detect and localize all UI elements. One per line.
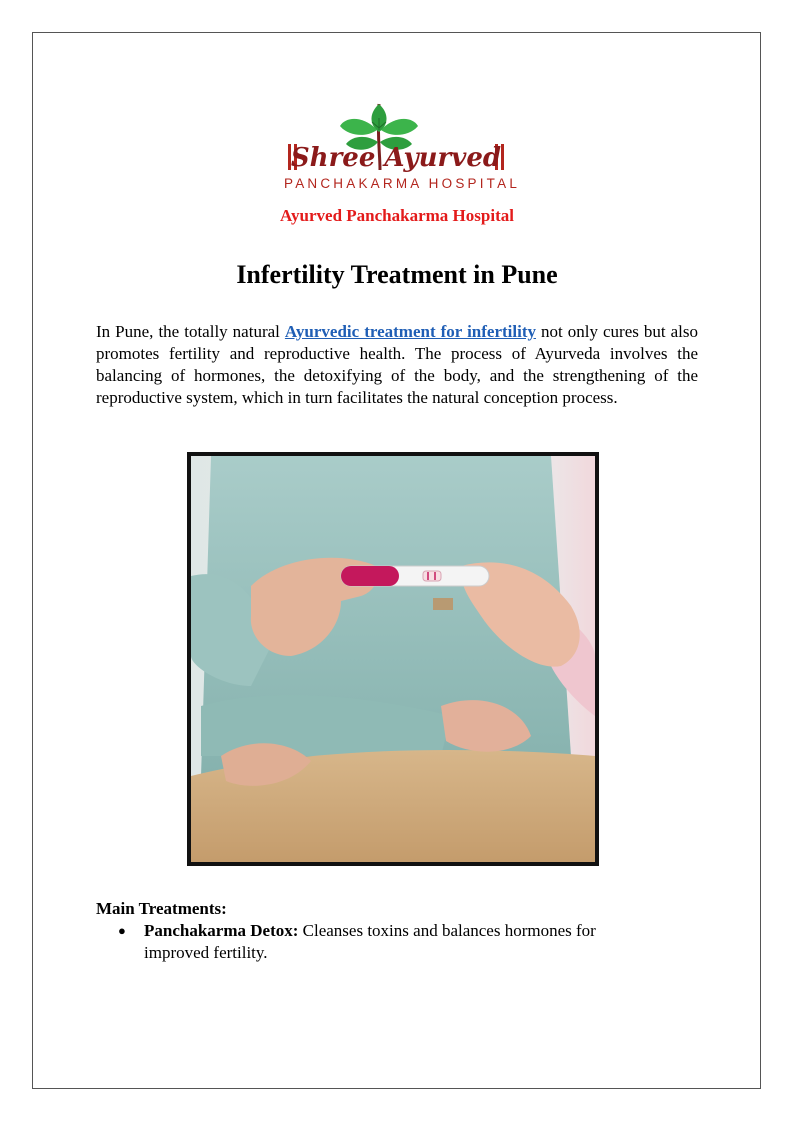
bullet-icon: ● xyxy=(118,923,126,938)
intro-text-start: In Pune, the totally natural xyxy=(96,322,285,341)
logo-graphic xyxy=(284,96,508,176)
pregnancy-test-photo xyxy=(187,452,599,866)
treatment-description: Cleanses toxins and balances hormones for improved fertility. xyxy=(144,921,596,962)
intro-text-end: not only cures but also promotes fertility and reproductive health. The process of Ayurveda involves the balancing of hormones, the detoxifying of the body, and the strengthening of the reproductive system, which in turn facilitates the natural conception process. xyxy=(96,322,698,407)
infertility-treatment-link[interactable]: Ayurvedic treatment for infertility xyxy=(284,322,536,341)
list-item xyxy=(96,920,656,964)
logo-subtitle: PANCHAKARMA HOSPITAL xyxy=(284,176,521,191)
treatment-list xyxy=(96,920,656,964)
hospital-logo xyxy=(284,96,521,196)
main-treatments-heading: Main Treatments: xyxy=(96,899,227,918)
logo-wordmark: Shree Ayurved xyxy=(290,143,502,173)
page-title: Infertility Treatment in Pune xyxy=(236,260,558,289)
hospital-name: Ayurved Panchakarma Hospital xyxy=(280,206,514,225)
treatment-name: Panchakarma Detox: xyxy=(144,921,299,940)
intro-paragraph xyxy=(96,321,698,409)
